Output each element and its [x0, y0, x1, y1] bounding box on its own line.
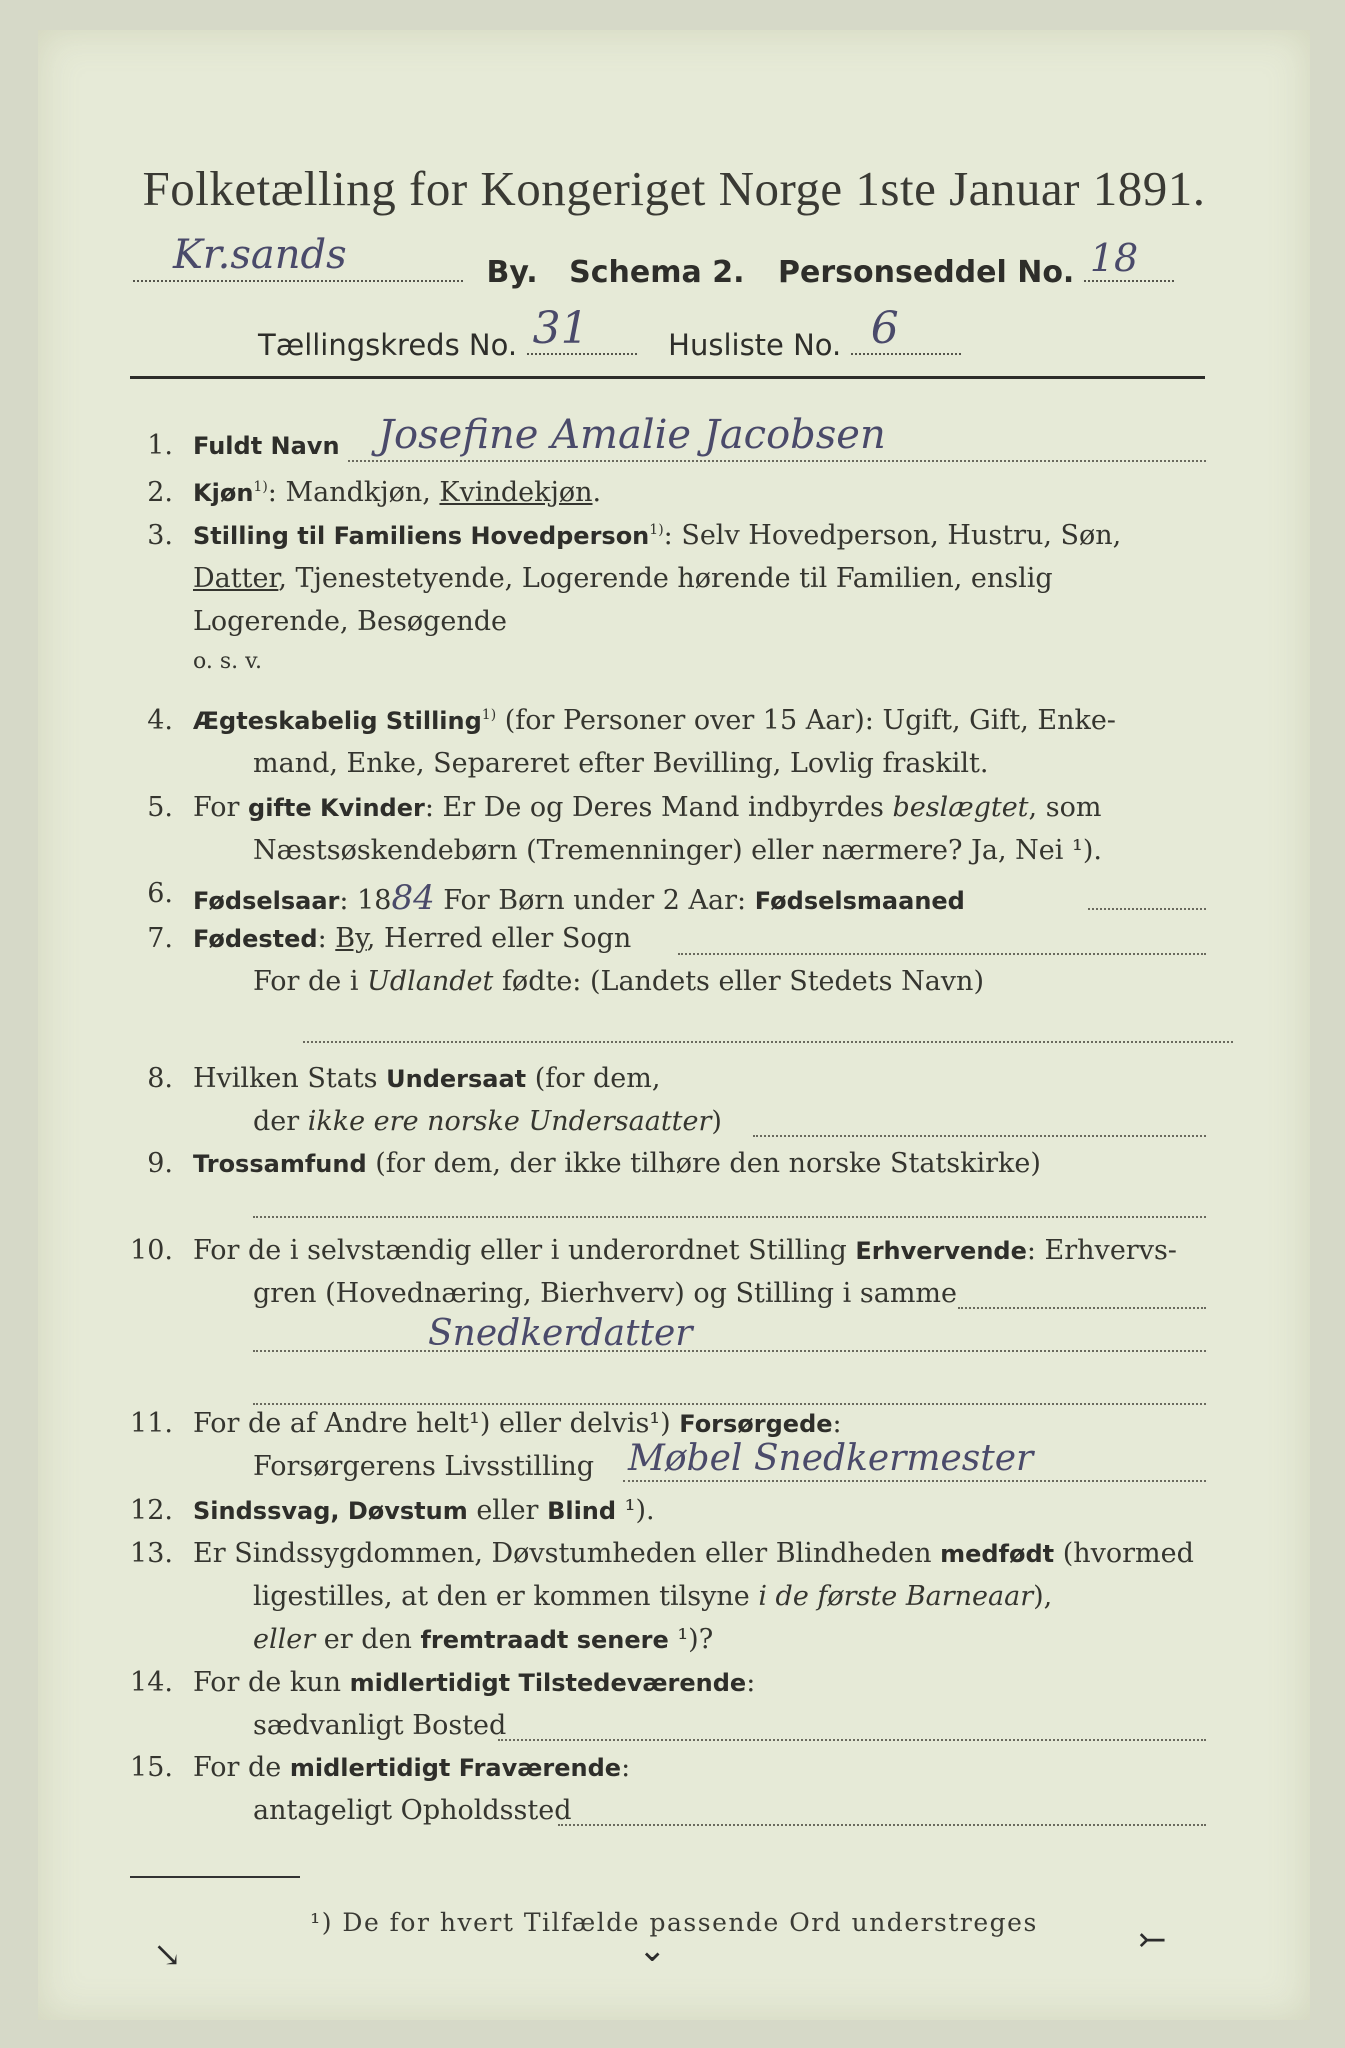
city-line [133, 232, 1174, 290]
by-label: By. [486, 255, 538, 290]
kreds-field [527, 303, 637, 355]
footnote-rule [130, 1876, 300, 1878]
item-number: 1. [147, 430, 173, 461]
family-position-label: Stilling til Familiens Hovedperson [193, 522, 650, 550]
sex-label: Kjøn [193, 479, 254, 507]
corner-mark-icon: ↘ [153, 1935, 182, 1975]
husliste-field [851, 303, 961, 355]
center-mark-icon: ⌄ [638, 1930, 667, 1970]
city-value: Kr.sands [173, 232, 347, 278]
religion-label: Trossamfund [193, 1150, 367, 1178]
header-divider [130, 376, 1205, 379]
form-title: Folketælling for Kongeriget Norge 1ste Januar 1891. [142, 161, 1206, 216]
disability-label: Sindssvag, Døvstum [193, 1497, 468, 1525]
family-position-selected: Datter [193, 563, 279, 594]
married-women-label: gifte Kvinder [248, 794, 425, 822]
full-name-label: Fuldt Navn [193, 432, 340, 460]
kreds-value: 31 [532, 303, 589, 354]
personseddel-field [1084, 236, 1174, 282]
provider-occupation-value: Møbel Snedkermester [628, 1438, 1034, 1479]
city-field [133, 232, 463, 282]
occupation-label: Erhvervende [855, 1237, 1027, 1265]
schema-label: Schema 2. [569, 255, 745, 290]
kreds-label: Tællingskreds No. [258, 328, 518, 362]
temporary-absent-label: midlertidigt Fraværende [289, 1754, 622, 1782]
citizenship-label: Undersaat [386, 1065, 527, 1093]
birthplace-label: Fødested [193, 925, 318, 953]
sex-selected: Kvindekjøn [439, 477, 593, 508]
footnote: ¹) De for hvert Tilfælde passende Ord understreges [310, 1908, 1038, 1937]
birth-year-value: 84 [391, 878, 435, 918]
personseddel-value: 18 [1089, 236, 1139, 280]
supported-label: Forsørgede [679, 1410, 833, 1438]
kreds-line [258, 303, 961, 363]
occupation-value: Snedkerdatter [428, 1313, 693, 1354]
right-mark-icon: ⤚ [1138, 1920, 1167, 1960]
marital-status-label: Ægteskabelig Stilling [193, 707, 482, 735]
census-form: Folketælling for Kongeriget Norge 1ste Januar 1891. Kr.sands By. Schema 2. Personseddel No. 18 Tællingskreds No. 31 Husliste No. 6 1. Fuldt Navn Josefine Amalie Jacobsen 2. Kjøn$^{1)}$: Mandkjøn, Kvindekjøn. 3. Stilling til Familiens Hovedperson$^{1)}$: Selv Hovedperson, Hustru, Søn, Datter, Tjenestetyende, Logerende hørende til Familien, enslig Logerende, Besøgende o. s. v. 4. Ægteskabelig Stilling$^{1)}$ (for Personer over 15 Aar): Ugift, Gift, Enke- mand, Enke, Separeret efter Bevilling, Lovlig fraskilt. 5. For gifte Kvinder: Er De og Deres Mand indbyrdes beslægtet, som Næstsøskendebørn (Tremenninger) eller nærmere? Ja, Nei ¹). 6. Fødselsaar: 1884 For Børn under 2 Aar: Fødselsmaaned 7. Fødested: By, Herred eller Sogn For de i Udlandet fødte: (Landets eller Stedets Navn) 8. Hvilken Stats Undersaat (for dem, der ikke ere norske Undersaatter) 9. Trossamfund (for dem, der ikke tilhøre den norske Statskirke) 10. For de i selvstændig eller i underordnet Stilling Erhvervende: Erhvervs- gren (Hovednæring, Bierhverv) og Stilling i samme Snedkerdatter 11. For de af Andre helt¹) eller delvis¹) Forsørgede: Forsørgerens Livsstilling Møbel Snedkermester 12. Sindssvag, Døvstum eller Blind ¹). 13. Er Sindssygdommen, Døvstumheden eller Blindheden medfødt (hvormed ligestilles, at den er kommen tilsyne i de første Barneaar), eller er den fremtraadt senere ¹)? 14. For de kun midlertidigt Tilstedeværende: sædvanligt Bosted 15. For de midlertidigt Fraværende: antageligt Opholdssted ¹) De for hvert Tilfælde passende Ord understreges ↘ ⌄ ⤚ [38, 30, 1310, 2020]
temporary-present-label: midlertidigt Tilstedeværende [349, 1669, 747, 1697]
husliste-value: 6 [870, 303, 899, 354]
birthplace-selected: By [335, 923, 367, 954]
full-name-value: Josefine Amalie Jacobsen [378, 412, 886, 458]
congenital-label: medfødt [940, 1540, 1055, 1568]
birth-year-label: Fødselsaar [193, 887, 340, 915]
husliste-label: Husliste No. [668, 328, 842, 362]
personseddel-label: Personseddel No. [778, 255, 1075, 290]
